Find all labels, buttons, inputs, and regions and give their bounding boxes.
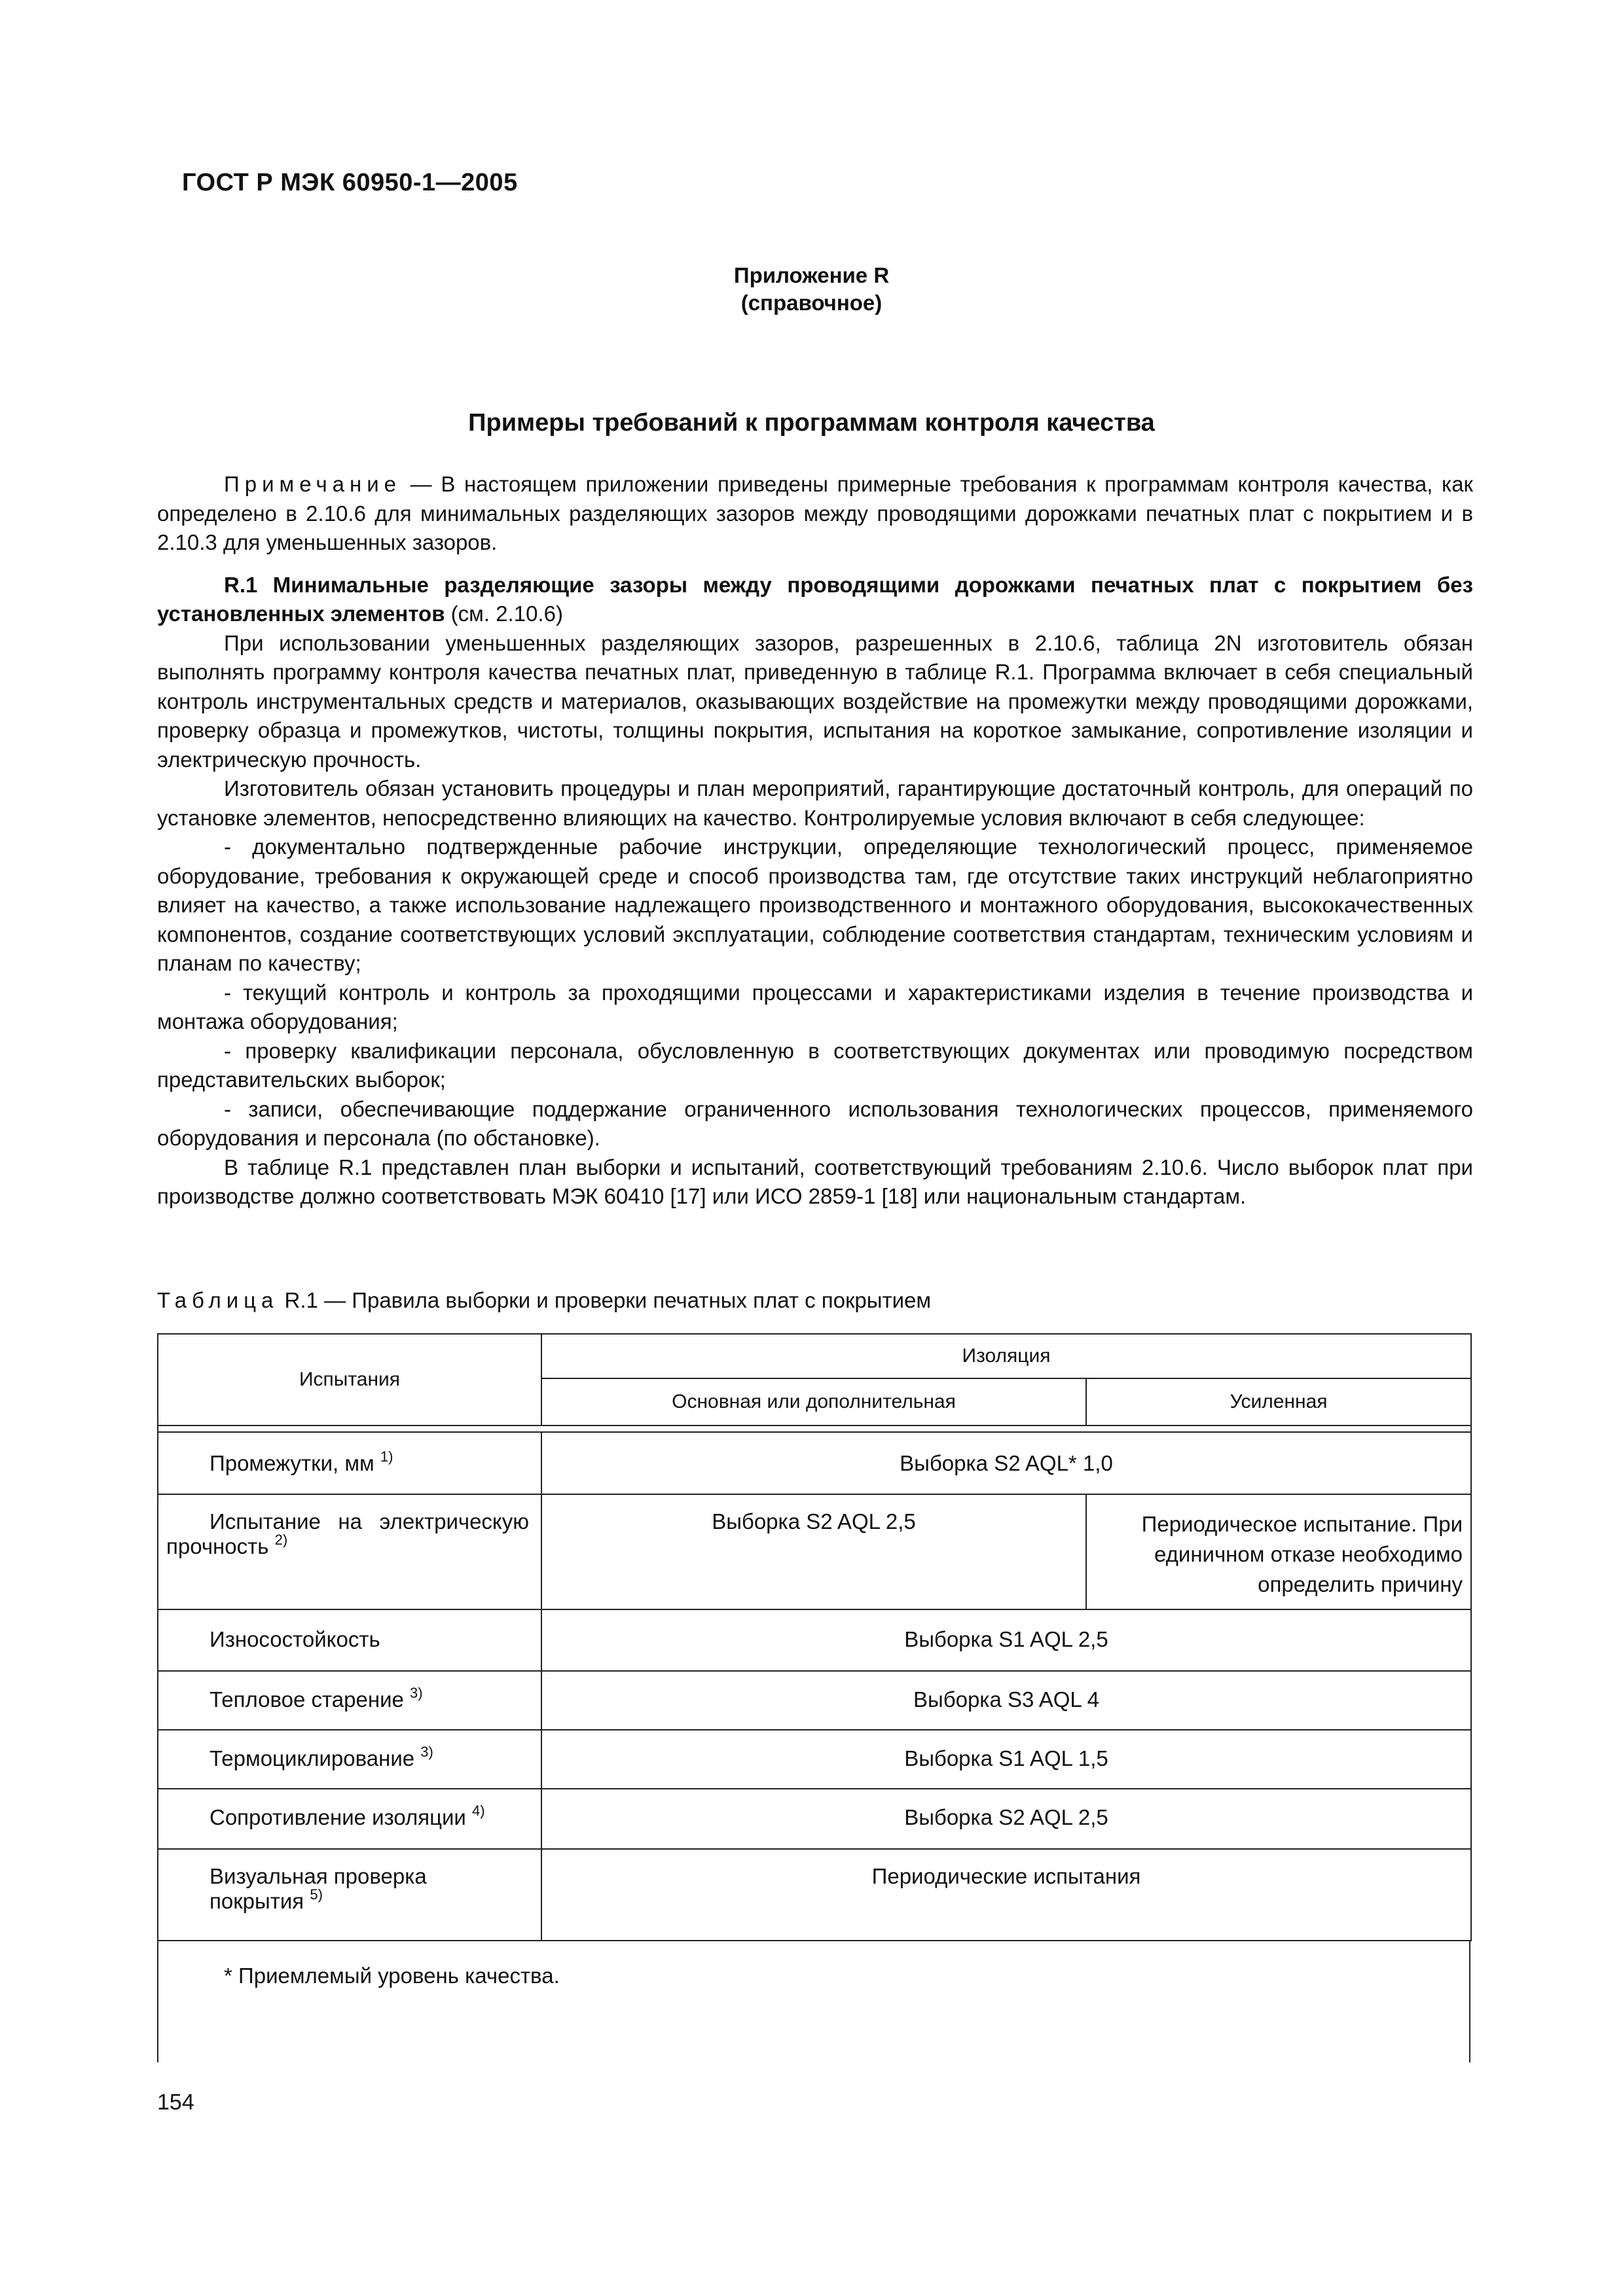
sampling-value: Выборка S2 AQL 2,5 <box>541 1789 1471 1849</box>
table-row <box>158 1849 1471 1941</box>
appendix-subtitle: (справочное) <box>740 291 883 315</box>
section-heading-text: R.1 Минимальные разделяющие зазоры между проводящими дорожками печатных плат с покрытием без установленных элементов <box>157 572 1473 626</box>
section-heading <box>157 571 1473 629</box>
table-row <box>158 1671 1471 1730</box>
test-name: Визуальная проверка покрытия $^{5)}$ <box>158 1849 541 1941</box>
sampling-value: Выборка S1 AQL 1,5 <box>541 1730 1471 1789</box>
sampling-table <box>157 1333 1472 1941</box>
test-name: Термоциклирование $^{3)}$ <box>158 1730 541 1789</box>
note-label: Примечание <box>224 472 402 496</box>
sampling-value: Выборка S1 AQL 2,5 <box>541 1609 1471 1671</box>
list-item: - документально подтвержденные рабочие инструкции, определяющие технологический процесс, применяемое оборудование, требования к окружающей среде и способ производства там, где отсутствие таких инструкций неблагоприятно влияет на качество, а также использование надлежащего производственного и монтажного оборудования, высококачественных компонентов, создание соответствующих условий эксплуатации, соблюдение соответствия стандартам, техническим условиям и планам по качеству; <box>157 834 1473 975</box>
standard-header: ГОСТ Р МЭК 60950-1—2005 <box>182 169 518 196</box>
list-item: - проверку квалификации персонала, обусловленную в соответствующих документах или проводимую посредством представительских выборок; <box>157 1038 1473 1092</box>
table-footnote: * Приемлемый уровень качества. <box>224 1964 560 1988</box>
test-name: Тепловое старение $^{3)}$ <box>158 1671 541 1730</box>
table-row <box>158 1609 1471 1671</box>
paragraph: При использовании уменьшенных разделяющих зазоров, разрешенных в 2.10.6, таблица 2N изготовитель обязан выполнять программу контроля качества печатных плат, приведенную в таблице R.1. Программа включает в себя специальный контроль инструментальных средств и материалов, оказывающих воздействие на промежутки между проводящими дорожками, проверку образца и промежутков, чистоты, толщины покрытия, испытания на короткое замыкание, сопротивление изоляции и электрическую прочность. <box>157 630 1473 772</box>
table-caption-text: R.1 — Правила выборки и проверки печатных плат с покрытием <box>278 1288 932 1312</box>
page-number: 154 <box>157 2090 194 2115</box>
header-insulation: Изоляция <box>541 1334 1471 1378</box>
table-footnote-box <box>157 1941 1470 2062</box>
table-caption-label: Таблица <box>157 1288 279 1312</box>
sampling-basic: Выборка S2 AQL 2,5 <box>541 1494 1086 1609</box>
sampling-reinforced: Периодическое испытание. При единичном отказе необходимо определить причину <box>1086 1494 1471 1609</box>
test-name: Сопротивление изоляции $^{4)}$ <box>158 1789 541 1849</box>
table-row <box>158 1494 1471 1609</box>
test-name: Испытание на электрическую прочность $^{2)}$ <box>158 1494 541 1609</box>
note-paragraph <box>157 470 1473 558</box>
test-name: Износостойкость <box>158 1609 541 1671</box>
header-basic: Основная или дополнительная <box>541 1378 1086 1426</box>
table-row <box>158 1730 1471 1789</box>
note-text: — В настоящем приложении приведены примерные требования к программам контроля качества, как определено в 2.10.6 для минимальных разделяющих зазоров между проводящими дорожками печатных плат с покрытием и в 2.10.3 для уменьшенных зазоров. <box>157 472 1473 554</box>
sampling-value: Периодические испытания <box>541 1849 1471 1941</box>
list-item: - записи, обеспечивающие поддержание ограниченного использования технологических процессов, применяемого оборудования и персонала (по обстановке). <box>157 1096 1473 1150</box>
sampling-value: Выборка S2 AQL* 1,0 <box>541 1432 1471 1494</box>
test-name: Промежутки, мм $^{1)}$ <box>158 1432 541 1494</box>
table-row <box>158 1789 1471 1849</box>
sampling-value: Выборка S3 AQL 4 <box>541 1671 1471 1730</box>
section-heading-ref: (см. 2.10.6) <box>445 601 563 626</box>
header-tests: Испытания <box>158 1334 541 1426</box>
paragraph: Изготовитель обязан установить процедуры и план мероприятий, гарантирующие достаточный контроль, для операций по установке элементов, непосредственно влияющих на качество. Контролируемые условия включают в себя следующее: <box>157 776 1473 830</box>
table-caption <box>157 1288 931 1313</box>
appendix-title: Приложение R <box>733 263 890 287</box>
main-title: Примеры требований к программам контроля качества <box>468 409 1155 437</box>
paragraph: В таблице R.1 представлен план выборки и испытаний, соответствующий требованиям 2.10.6. Число выборок плат при производстве должно соответствовать МЭК 60410 [17] или ИСО 2859-1 [18] или национальным стандартам. <box>157 1155 1473 1208</box>
table-row <box>158 1432 1471 1494</box>
list-item: - текущий контроль и контроль за проходящими процессами и характеристиками изделия в течение производства и монтажа оборудования; <box>157 980 1473 1033</box>
header-reinforced: Усиленная <box>1086 1378 1471 1426</box>
body-text <box>157 470 1473 1211</box>
